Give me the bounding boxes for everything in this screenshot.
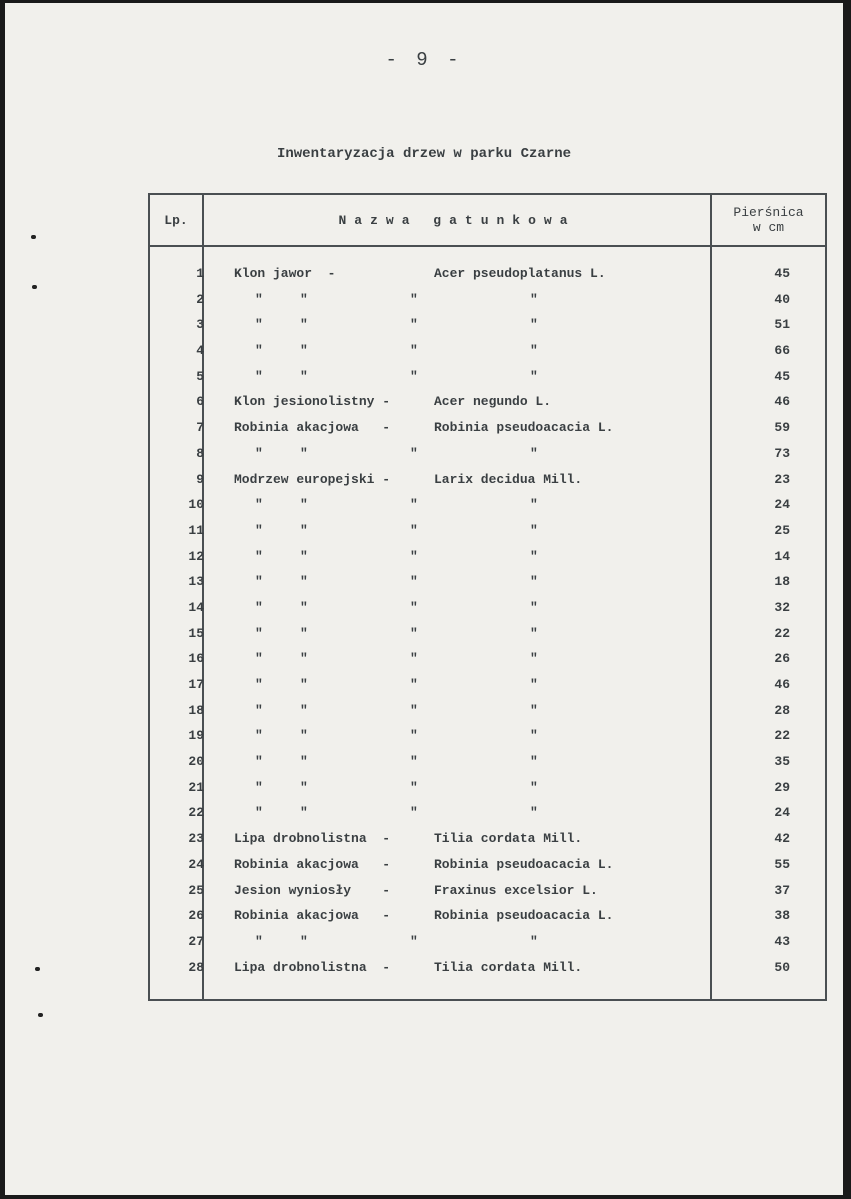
table-row <box>150 390 825 416</box>
ditto-mark: " <box>530 805 538 821</box>
diameter-value: 51 <box>774 317 790 333</box>
diameter-value: 26 <box>774 651 790 667</box>
table-row <box>150 519 825 545</box>
row-number: 17 <box>188 677 204 692</box>
row-number: 12 <box>188 548 204 564</box>
diameter-value: 35 <box>774 754 790 770</box>
table-row <box>150 288 825 314</box>
row-number: 11 <box>188 522 204 538</box>
ditto-mark: " <box>255 497 263 513</box>
ditto-mark: " <box>255 368 263 384</box>
ditto-mark: " <box>255 522 263 538</box>
ditto-mark: " <box>300 651 308 667</box>
ditto-mark: " <box>530 625 538 641</box>
table-row <box>150 699 825 725</box>
table-row <box>150 365 825 391</box>
ditto-mark: " <box>410 445 418 461</box>
ditto-mark: " <box>410 779 418 795</box>
latin-name: Fraxinus excelsior L. <box>434 882 598 898</box>
ditto-mark: " <box>410 805 418 821</box>
table-row <box>150 416 825 442</box>
ditto-mark: " <box>410 291 418 307</box>
table-row <box>150 673 825 699</box>
ditto-mark: " <box>300 497 308 513</box>
ditto-mark: " <box>300 599 308 615</box>
latin-name: Tilia cordata Mill. <box>434 831 583 847</box>
row-number: 26 <box>188 908 204 924</box>
document-page <box>5 3 843 1195</box>
table-row <box>150 262 825 288</box>
row-number: 20 <box>188 754 204 770</box>
ditto-mark: " <box>530 445 538 461</box>
common-name: Lipa drobnolistna - <box>234 831 391 847</box>
latin-name: Tilia cordata Mill. <box>434 959 583 975</box>
ditto-mark: " <box>530 317 538 333</box>
table-row <box>150 776 825 802</box>
header-diameter-label: Pierśnica <box>733 205 804 220</box>
ditto-mark: " <box>410 548 418 564</box>
document-title: Inwentaryzacja drzew w parku Czarne <box>276 146 572 162</box>
ditto-mark: " <box>530 497 538 513</box>
ditto-mark: " <box>255 651 263 667</box>
common-name: Jesion wyniosły - <box>234 882 391 898</box>
diameter-value: 45 <box>774 266 790 281</box>
row-number: 3 <box>196 317 204 333</box>
row-number: 7 <box>196 420 204 436</box>
row-number: 22 <box>188 805 204 821</box>
row-number: 10 <box>188 497 204 513</box>
ditto-mark: " <box>300 933 308 949</box>
common-name: Klon jawor - <box>234 266 336 281</box>
diameter-value: 66 <box>774 343 790 359</box>
row-number: 25 <box>188 882 204 898</box>
ditto-mark: " <box>530 933 538 949</box>
diameter-value: 45 <box>774 368 790 384</box>
latin-name: Larix decidua Mill. <box>434 471 583 487</box>
diameter-value: 32 <box>774 599 790 615</box>
ditto-mark: " <box>255 343 263 359</box>
diameter-value: 18 <box>774 574 790 590</box>
ditto-mark: " <box>530 368 538 384</box>
ditto-mark: " <box>410 368 418 384</box>
diameter-value: 38 <box>774 908 790 924</box>
ditto-mark: " <box>255 677 263 692</box>
diameter-value: 46 <box>774 677 790 692</box>
ditto-mark: " <box>410 625 418 641</box>
diameter-value: 42 <box>774 831 790 847</box>
ditto-mark: " <box>410 599 418 615</box>
ditto-mark: " <box>530 522 538 538</box>
diameter-value: 24 <box>774 805 790 821</box>
row-number: 23 <box>188 831 204 847</box>
scan-speck <box>35 967 40 971</box>
row-number: 9 <box>196 471 204 487</box>
row-number: 5 <box>196 368 204 384</box>
ditto-mark: " <box>530 754 538 770</box>
ditto-mark: " <box>410 677 418 692</box>
latin-name: Robinia pseudoacacia L. <box>434 908 614 924</box>
ditto-mark: " <box>255 445 263 461</box>
row-number: 19 <box>188 728 204 744</box>
ditto-mark: " <box>530 702 538 718</box>
row-number: 4 <box>196 343 204 359</box>
table-row <box>150 930 825 956</box>
ditto-mark: " <box>255 574 263 590</box>
ditto-mark: " <box>255 625 263 641</box>
ditto-mark: " <box>300 728 308 744</box>
table-body <box>150 262 825 981</box>
diameter-value: 23 <box>774 471 790 487</box>
common-name: Lipa drobnolistna - <box>234 959 391 975</box>
header-divider <box>150 245 825 247</box>
diameter-value: 22 <box>774 728 790 744</box>
ditto-mark: " <box>530 677 538 692</box>
ditto-mark: " <box>410 317 418 333</box>
ditto-mark: " <box>410 343 418 359</box>
diameter-value: 50 <box>774 959 790 975</box>
ditto-mark: " <box>300 291 308 307</box>
row-number: 14 <box>188 599 204 615</box>
header-lp: Lp. <box>164 212 188 228</box>
ditto-mark: " <box>530 599 538 615</box>
row-number: 28 <box>188 959 204 975</box>
latin-name: Robinia pseudoacacia L. <box>434 856 614 872</box>
row-number: 18 <box>188 702 204 718</box>
ditto-mark: " <box>410 574 418 590</box>
table-row <box>150 339 825 365</box>
ditto-mark: " <box>255 779 263 795</box>
ditto-mark: " <box>410 728 418 744</box>
ditto-mark: " <box>300 625 308 641</box>
ditto-mark: " <box>530 651 538 667</box>
scan-speck <box>38 1013 43 1017</box>
table-row <box>150 750 825 776</box>
scan-speck <box>32 285 37 289</box>
latin-name: Robinia pseudoacacia L. <box>434 420 614 436</box>
ditto-mark: " <box>300 574 308 590</box>
ditto-mark: " <box>255 702 263 718</box>
latin-name: Acer negundo L. <box>434 394 552 410</box>
common-name: Robinia akacjowa - <box>234 420 391 436</box>
ditto-mark: " <box>410 651 418 667</box>
diameter-value: 43 <box>774 933 790 949</box>
ditto-mark: " <box>530 548 538 564</box>
diameter-value: 46 <box>774 394 790 410</box>
table-row <box>150 468 825 494</box>
ditto-mark: " <box>530 779 538 795</box>
row-number: 27 <box>188 933 204 949</box>
ditto-mark: " <box>255 599 263 615</box>
ditto-mark: " <box>300 368 308 384</box>
row-number: 2 <box>196 291 204 307</box>
header-species-name: Nazwa gatunkowa <box>338 212 576 228</box>
ditto-mark: " <box>255 317 263 333</box>
ditto-mark: " <box>410 522 418 538</box>
header-diameter-unit: w cm <box>752 220 785 235</box>
table-row <box>150 853 825 879</box>
common-name: Modrzew europejski - <box>234 471 391 487</box>
diameter-value: 37 <box>774 882 790 898</box>
ditto-mark: " <box>300 343 308 359</box>
diameter-value: 29 <box>774 779 790 795</box>
row-number: 24 <box>188 856 204 872</box>
row-number: 21 <box>188 779 204 795</box>
ditto-mark: " <box>410 754 418 770</box>
diameter-value: 14 <box>774 548 790 564</box>
ditto-mark: " <box>255 805 263 821</box>
row-number: 15 <box>188 625 204 641</box>
ditto-mark: " <box>255 728 263 744</box>
ditto-mark: " <box>300 754 308 770</box>
ditto-mark: " <box>255 548 263 564</box>
ditto-mark: " <box>410 933 418 949</box>
diameter-value: 55 <box>774 856 790 872</box>
row-number: 6 <box>196 394 204 410</box>
table-row <box>150 801 825 827</box>
ditto-mark: " <box>300 702 308 718</box>
diameter-value: 24 <box>774 497 790 513</box>
ditto-mark: " <box>530 728 538 744</box>
header-diameter <box>712 195 825 245</box>
latin-name: Acer pseudoplatanus L. <box>434 266 606 281</box>
diameter-value: 25 <box>774 522 790 538</box>
table-row <box>150 827 825 853</box>
row-number: 16 <box>188 651 204 667</box>
ditto-mark: " <box>300 317 308 333</box>
ditto-mark: " <box>300 677 308 692</box>
row-number: 1 <box>196 266 204 281</box>
table-row <box>150 724 825 750</box>
ditto-mark: " <box>300 805 308 821</box>
table-row <box>150 570 825 596</box>
table-row <box>150 545 825 571</box>
common-name: Robinia akacjowa - <box>234 908 391 924</box>
diameter-value: 59 <box>774 420 790 436</box>
scan-speck <box>31 235 36 239</box>
table-row <box>150 596 825 622</box>
table-row <box>150 313 825 339</box>
ditto-mark: " <box>300 779 308 795</box>
table-row <box>150 956 825 982</box>
ditto-mark: " <box>530 343 538 359</box>
tree-inventory-table <box>148 193 827 1001</box>
ditto-mark: " <box>255 933 263 949</box>
table-row <box>150 622 825 648</box>
ditto-mark: " <box>300 522 308 538</box>
diameter-value: 40 <box>774 291 790 307</box>
table-row <box>150 647 825 673</box>
row-number: 8 <box>196 445 204 461</box>
table-row <box>150 879 825 905</box>
diameter-value: 28 <box>774 702 790 718</box>
ditto-mark: " <box>530 291 538 307</box>
diameter-value: 73 <box>774 445 790 461</box>
ditto-mark: " <box>300 445 308 461</box>
ditto-mark: " <box>410 497 418 513</box>
table-row <box>150 442 825 468</box>
table-row <box>150 904 825 930</box>
diameter-value: 22 <box>774 625 790 641</box>
ditto-mark: " <box>300 548 308 564</box>
common-name: Robinia akacjowa - <box>234 856 391 872</box>
ditto-mark: " <box>530 574 538 590</box>
ditto-mark: " <box>255 754 263 770</box>
page-number: - 9 - <box>385 49 463 71</box>
ditto-mark: " <box>410 702 418 718</box>
row-number: 13 <box>188 574 204 590</box>
ditto-mark: " <box>255 291 263 307</box>
table-row <box>150 493 825 519</box>
common-name: Klon jesionolistny - <box>234 394 391 410</box>
